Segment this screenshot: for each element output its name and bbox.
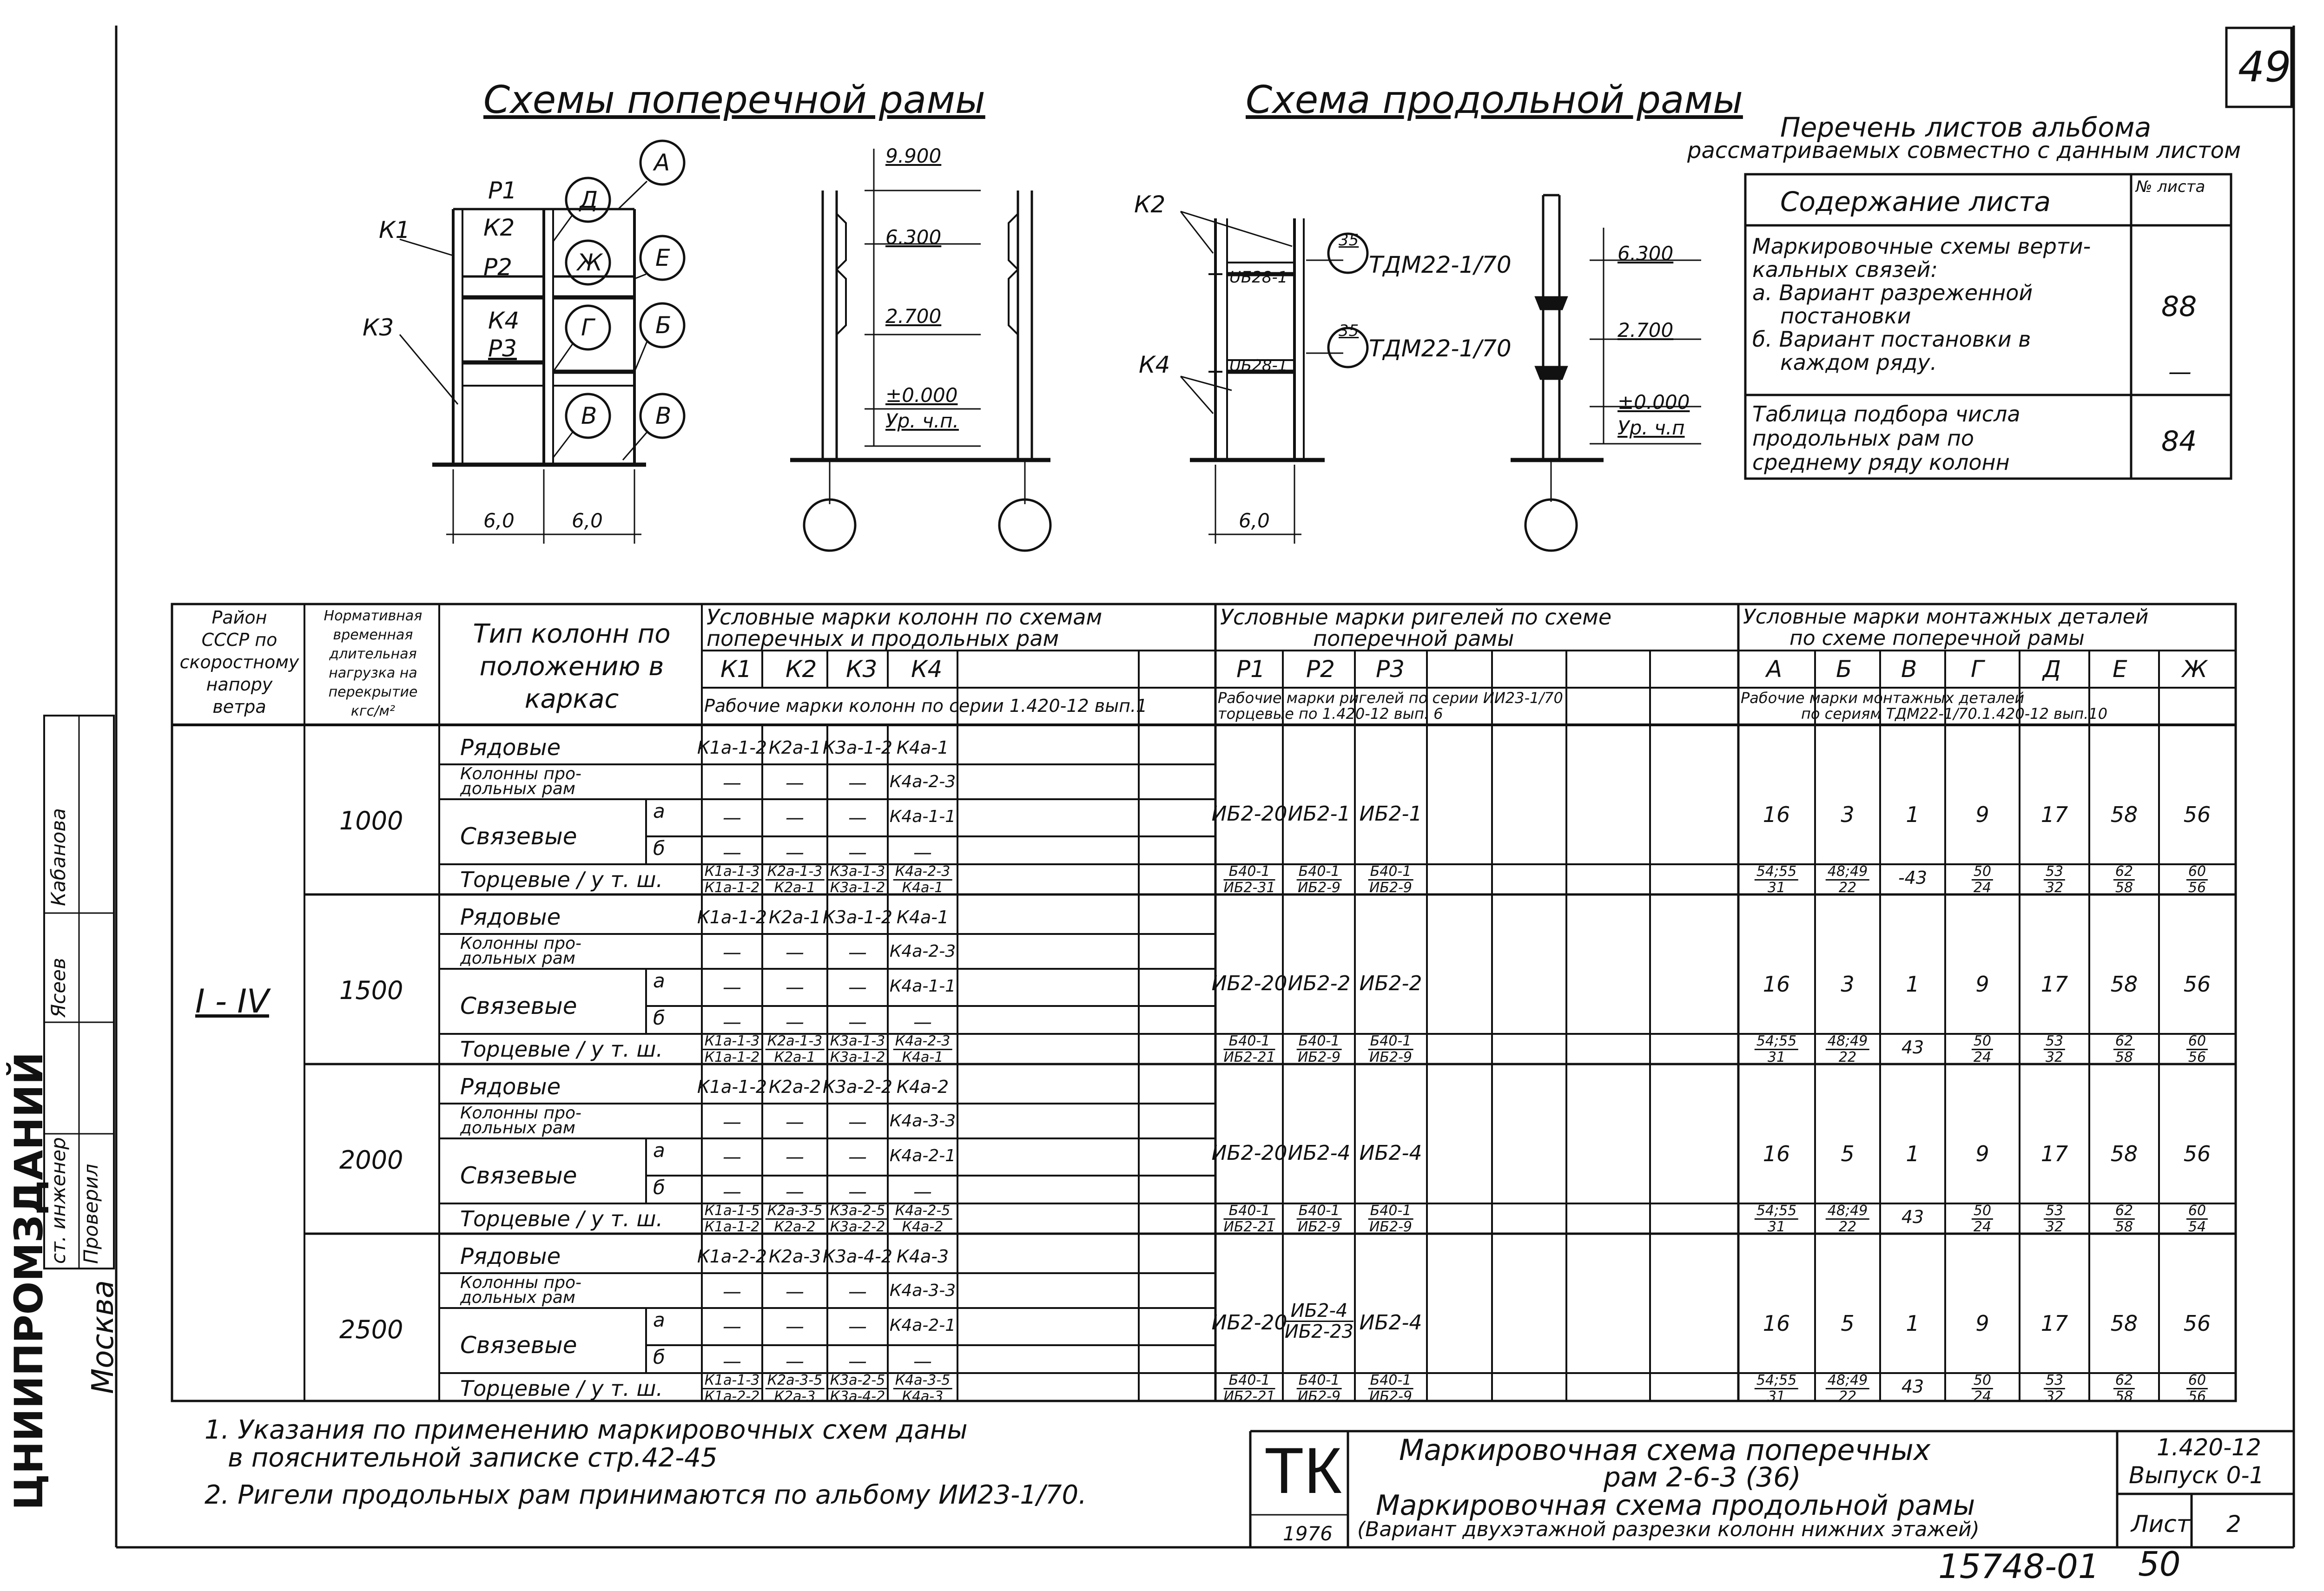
col-mark-torc: К1а-1-3 К1а-1-2 — [703, 864, 762, 895]
long-t1: ТДМ22-1/70 — [1369, 251, 1512, 278]
h-det-work: Рабочие марки монтажных деталей по сериям ТДМ22-1/70.1.420-12 вып.10 — [1741, 689, 2108, 723]
det-mark: 17 — [2040, 972, 2068, 997]
col-mark-ryad: К2а-3 — [768, 1246, 821, 1267]
h-rig-title: Условные марки ригелей по схеме поперечной рамы — [1220, 605, 1612, 651]
h-col-k3: К3 — [846, 656, 878, 683]
det-mark: 1 — [1906, 802, 1920, 827]
col-mark-kpr: К4а-3-3 — [889, 1111, 956, 1131]
dash: — — [848, 1146, 867, 1168]
row-type-torc: Торцевые / у т. ш. — [460, 1206, 663, 1231]
dash: — — [723, 1111, 741, 1133]
col-mark-torc: К2а-3-5 К2а-2 — [766, 1203, 825, 1234]
rig-mark: ИБ2-20 — [1211, 972, 1287, 995]
rig-mark-torc: Б40-1 ИБ2-9 — [1297, 1373, 1342, 1404]
circle-e: Е — [655, 244, 670, 271]
row-type-torc: Торцевые / у т. ш. — [460, 867, 663, 892]
elev-6300: 6.300 — [885, 226, 942, 249]
row-type-kpr-1: Колонны про- — [460, 1104, 581, 1123]
col-mark-ryad: К3а-4-2 — [822, 1246, 893, 1267]
det-mark-torc: 43 — [1901, 1207, 1924, 1227]
tb-sheet-label: Лист — [2131, 1511, 2190, 1538]
det-mark-torc: $\frac{60}{54}$ — [2186, 1203, 2208, 1234]
ref-row2: Таблица подбора числа продольных рам по среднему ряду колонн — [1752, 401, 2020, 475]
det-mark-torc: $\frac{53}{32}$ — [2044, 864, 2065, 895]
load-value: 1000 — [339, 806, 403, 835]
tb-year: 1976 — [1283, 1522, 1333, 1545]
long-k4: К4 — [1139, 351, 1170, 378]
dash: — — [723, 977, 741, 998]
label-k3: К3 — [363, 314, 394, 341]
rig-mark: ИБ2-20 — [1211, 802, 1287, 826]
col-mark-sv: К4а-2-1 — [889, 1146, 956, 1165]
det-mark: 58 — [2110, 972, 2138, 997]
rig-mark-torc: Б40-1 ИБ2-9 — [1297, 1203, 1342, 1234]
det-mark: 16 — [1763, 1311, 1790, 1336]
long-frame-title: Схема продольной рамы — [1246, 78, 1743, 122]
dash: — — [786, 1351, 804, 1372]
elev-2700: 2.700 — [885, 305, 942, 328]
det-mark-torc: 43 — [1901, 1376, 1924, 1397]
det-mark-torc: $\frac{50}{24}$ — [1972, 1373, 1993, 1404]
det-mark: 5 — [1841, 1311, 1855, 1336]
rig-mark: ИБ2-4 ИБ2-23 — [1284, 1300, 1354, 1342]
dash: — — [723, 772, 741, 794]
h-det-v: В — [1901, 656, 1917, 683]
long-frame-diagram — [1181, 211, 1367, 544]
rig-mark: ИБ2-4 — [1359, 1311, 1422, 1335]
h-load: Нормативная временная длительная нагрузка на перекрытие кгс/м² — [324, 608, 423, 719]
dash: — — [786, 942, 804, 963]
circle-d: Д — [580, 186, 598, 213]
det-mark-torc: $\frac{48;49}{22}$ — [1826, 1034, 1869, 1065]
elev-floor: Ур. ч.п. — [885, 409, 959, 432]
logo-tk: ТК — [1264, 1434, 1342, 1507]
stamp-role-1: ст. инженер — [47, 1137, 70, 1264]
col-mark-torc: К3а-1-3 К3а-1-2 — [828, 1034, 887, 1065]
dim-2: 6,0 — [572, 509, 603, 532]
h-det-b: Б — [1836, 656, 1852, 683]
h-det-d: Д — [2043, 656, 2061, 683]
dash: — — [848, 1181, 867, 1203]
dash: — — [913, 842, 932, 863]
det-mark-torc: $\frac{48;49}{22}$ — [1826, 864, 1869, 895]
dash: — — [786, 1146, 804, 1168]
label-k1: К1 — [379, 217, 410, 243]
det-mark-torc: $\frac{60}{56}$ — [2186, 864, 2208, 895]
dash: — — [848, 942, 867, 963]
col-mark-ryad: К3а-1-2 — [822, 907, 893, 927]
row-type-torc: Торцевые / у т. ш. — [460, 1037, 663, 1062]
long-k2: К2 — [1134, 191, 1166, 218]
det-mark: 58 — [2110, 1311, 2138, 1336]
long-n2: 35 — [1339, 322, 1359, 340]
h-col-k2: К2 — [786, 656, 817, 683]
det-mark-torc: $\frac{62}{58}$ — [2113, 1203, 2135, 1234]
dash: — — [723, 942, 741, 963]
dash: — — [848, 842, 867, 863]
det-mark: 9 — [1975, 1141, 1989, 1166]
dash: — — [723, 842, 741, 863]
det-mark: 9 — [1975, 1311, 1989, 1336]
row-type-ryad: Рядовые — [460, 904, 561, 930]
cross-frame-title: Схемы поперечной рамы — [483, 78, 985, 122]
tb-series: 1.420-12 — [2157, 1434, 2261, 1461]
dash: — — [848, 977, 867, 998]
det-mark: 56 — [2183, 972, 2211, 997]
dash: — — [848, 1351, 867, 1372]
det-mark: 17 — [2040, 802, 2068, 827]
rig-mark: ИБ2-4 — [1359, 1141, 1422, 1165]
load-value: 2000 — [339, 1145, 403, 1175]
row-type-sv: Связевые — [460, 1332, 577, 1359]
det-mark-torc: $\frac{53}{32}$ — [2044, 1034, 2065, 1065]
det-mark-torc: $\frac{53}{32}$ — [2044, 1373, 2065, 1404]
dash: — — [848, 1281, 867, 1302]
rig-mark: ИБ2-2 — [1359, 972, 1422, 995]
col-mark-torc: К2а-3-5 К2а-3 — [766, 1373, 825, 1404]
rig-mark-torc: Б40-1 ИБ2-9 — [1368, 1203, 1413, 1234]
det-mark-torc: $\frac{50}{24}$ — [1972, 1034, 1993, 1065]
lelev-6300: 6.300 — [1618, 242, 1674, 265]
dash: — — [786, 1281, 804, 1302]
col-mark-ryad: К4а-1 — [896, 737, 949, 758]
row-type-kpr-2: дольных рам — [460, 1118, 575, 1137]
det-mark-torc: $\frac{48;49}{22}$ — [1826, 1203, 1869, 1234]
col-mark-ryad: К2а-2 — [768, 1077, 821, 1097]
col-mark-torc: К1а-1-3 К1а-2-2 — [703, 1373, 762, 1404]
det-mark-torc: $\frac{62}{58}$ — [2113, 1373, 2135, 1404]
dash: — — [723, 1351, 741, 1372]
circle-v2: В — [655, 402, 672, 429]
dash: — — [848, 1111, 867, 1133]
row-type-ryad: Рядовые — [460, 1074, 561, 1100]
rig-mark-torc: Б40-1 ИБ2-31 — [1223, 863, 1275, 896]
label-k4: К4 — [488, 307, 520, 334]
dash: — — [723, 1012, 741, 1033]
rig-mark-torc: Б40-1 ИБ2-9 — [1368, 864, 1413, 895]
rig-mark-torc: Б40-1 ИБ2-9 — [1297, 864, 1342, 895]
tb-title-4: (Вариант двухэтажной разрезки колонн нижних этажей) — [1357, 1518, 1980, 1541]
circle-zh: Ж — [577, 249, 602, 276]
col-mark-torc: К4а-2-5 К4а-2 — [893, 1203, 952, 1234]
elev-0000: ±0.000 — [885, 384, 958, 407]
h-det-g: Г — [1971, 656, 1984, 683]
lelev-0000: ±0.000 — [1618, 391, 1690, 414]
col-mark-torc: К3а-1-3 К3а-1-2 — [828, 864, 887, 895]
stamp-org: ЦНИИПРОМЗДАНИЙ — [6, 1052, 52, 1510]
ref-row2-sheet: 84 — [2161, 425, 2197, 458]
long-u1: UБ28-1 — [1229, 268, 1288, 287]
tb-sheet-no: 2 — [2226, 1511, 2241, 1538]
col-mark-sv: К4а-1-1 — [889, 807, 956, 826]
dash: — — [786, 1111, 804, 1133]
det-mark-torc: $\frac{54;55}{31}$ — [1755, 1034, 1798, 1065]
det-mark: 1 — [1906, 1141, 1920, 1166]
rig-mark: ИБ2-20 — [1211, 1311, 1287, 1335]
h-det-title: Условные марки монтажных деталей по схеме поперечной рамы — [1743, 605, 2149, 650]
rig-mark-torc: Б40-1 ИБ2-9 — [1297, 1034, 1342, 1065]
det-mark: 56 — [2183, 1141, 2211, 1166]
stamp-name-1: Кабанова — [47, 808, 70, 906]
circle-b: Б — [655, 312, 672, 339]
det-mark-torc: $\frac{53}{32}$ — [2044, 1203, 2065, 1234]
tb-issue: Выпуск 0-1 — [2129, 1462, 2265, 1489]
h-type: Тип колонн по положению в каркас — [473, 619, 671, 714]
h-rig-p3: Р3 — [1376, 656, 1405, 683]
det-mark: 16 — [1763, 972, 1790, 997]
dash: — — [786, 1181, 804, 1203]
det-mark: 16 — [1763, 802, 1790, 827]
label-p1: Р1 — [488, 177, 517, 204]
row-type-sv: Связевые — [460, 993, 577, 1019]
sheet-number-corner: 49 — [2238, 43, 2291, 92]
dash: — — [848, 807, 867, 828]
row-type-sv: Связевые — [460, 1162, 577, 1189]
row-type-kpr-1: Колонны про- — [460, 934, 581, 953]
rig-mark-torc: Б40-1 ИБ2-9 — [1368, 1373, 1413, 1404]
col-mark-sv: К4а-2-1 — [889, 1316, 956, 1335]
col-mark-torc: К4а-2-3 К4а-1 — [893, 864, 952, 895]
det-mark: 56 — [2183, 802, 2211, 827]
ref-row1-sheet-a: 88 — [2161, 290, 2197, 323]
stamp-signature: Ясеев — [47, 958, 70, 1018]
col-mark-torc: К1а-1-5 К1а-1-2 — [703, 1203, 762, 1234]
circle-g: Г — [581, 314, 594, 341]
col-mark-kpr: К4а-2-3 — [889, 942, 956, 961]
h-cols-work: Рабочие марки колонн по серии 1.420-12 вып.1 — [704, 696, 1148, 716]
row-type-kpr-1: Колонны про- — [460, 1273, 581, 1292]
col-mark-ryad: К1а-1-2 — [697, 737, 767, 758]
dash: — — [848, 1012, 867, 1033]
det-mark: 58 — [2110, 1141, 2138, 1166]
det-mark-torc: $\frac{54;55}{31}$ — [1755, 864, 1798, 895]
dash: — — [786, 977, 804, 998]
col-mark-ryad: К3а-1-2 — [822, 737, 893, 758]
h-rig-work: Рабочие марки ригелей по серии ИИ23-1/70 торцевые по 1.420-12 вып. 6 — [1218, 689, 1563, 723]
dim-1: 6,0 — [483, 509, 515, 532]
det-mark-torc: $\frac{50}{24}$ — [1972, 864, 1993, 895]
h-col-k1: К1 — [720, 656, 752, 683]
ref-title-1: Перечень листов альбома — [1780, 112, 2152, 143]
load-value: 1500 — [339, 976, 403, 1005]
ref-col-content: Содержание листа — [1780, 186, 2051, 217]
col-mark-ryad: К2а-1 — [768, 737, 821, 758]
ref-row1: Маркировочные схемы верти- кальных связей: а. Вариант разреженной постановки б. Вариант постановки в каждом ряду. — [1752, 234, 2091, 375]
long-u2: UБ28-1 — [1229, 356, 1288, 375]
col-mark-ryad: К3а-2-2 — [822, 1077, 893, 1097]
dash: — — [786, 807, 804, 828]
dash: — — [786, 1316, 804, 1337]
col-mark-ryad: К1а-1-2 — [697, 907, 767, 927]
label-k2: К2 — [483, 214, 515, 241]
circle-a: А — [654, 149, 670, 176]
det-mark-torc: $\frac{62}{58}$ — [2113, 1034, 2135, 1065]
det-mark-torc: $\frac{54;55}{31}$ — [1755, 1203, 1798, 1234]
det-mark: 3 — [1841, 972, 1855, 997]
rig-mark-torc: Б40-1 ИБ2-21 — [1223, 1372, 1275, 1405]
row-lines — [439, 764, 2236, 1373]
col-mark-ryad: К4а-2 — [896, 1077, 949, 1097]
dash: — — [848, 1316, 867, 1337]
sv-a: а — [653, 969, 665, 992]
h-region: Район СССР по скоростному напору ветра — [179, 607, 299, 717]
dim-3: 6,0 — [1239, 509, 1270, 532]
col-mark-ryad: К2а-1 — [768, 907, 821, 927]
footer-code: 15748-01 — [1938, 1547, 2100, 1586]
stamp-city: Москва — [86, 1280, 120, 1394]
det-mark: 17 — [2040, 1311, 2068, 1336]
elev-9900: 9.900 — [885, 145, 942, 167]
circle-v1: В — [581, 402, 597, 429]
rig-mark-torc: Б40-1 ИБ2-9 — [1368, 1034, 1413, 1065]
col-mark-kpr: К4а-3-3 — [889, 1281, 956, 1300]
col-mark-torc: К2а-1-3 К2а-1 — [766, 864, 825, 895]
det-mark-torc: $\frac{50}{24}$ — [1972, 1203, 1993, 1234]
det-mark: 3 — [1841, 802, 1855, 827]
dash: — — [913, 1012, 932, 1033]
long-t2: ТДМ22-1/70 — [1369, 335, 1512, 362]
det-mark: 17 — [2040, 1141, 2068, 1166]
row-type-sv: Связевые — [460, 823, 577, 850]
dash: — — [848, 772, 867, 794]
rig-mark: ИБ2-4 — [1287, 1141, 1351, 1165]
sv-b: б — [653, 1176, 665, 1199]
row-type-ryad: Рядовые — [460, 735, 561, 761]
sv-a: а — [653, 800, 665, 822]
col-mark-torc: К3а-2-5 К3а-2-2 — [828, 1203, 887, 1234]
col-mark-ryad: К1а-1-2 — [697, 1077, 767, 1097]
h-det-zh: Ж — [2182, 656, 2207, 683]
tb-title-1: Маркировочная схема поперечных — [1399, 1433, 1931, 1467]
col-mark-sv: К4а-1-1 — [889, 977, 956, 996]
rig-mark: ИБ2-20 — [1211, 1141, 1287, 1165]
lelev-2700: 2.700 — [1618, 319, 1674, 342]
ref-col-sheet: № листа — [2136, 178, 2205, 196]
row-type-kpr-1: Колонны про- — [460, 764, 581, 783]
row-type-ryad: Рядовые — [460, 1243, 561, 1269]
det-mark: 9 — [1975, 972, 1989, 997]
col-mark-torc: К3а-2-5 К3а-4-2 — [828, 1373, 887, 1404]
det-mark-torc: $\frac{60}{56}$ — [2186, 1373, 2208, 1404]
tb-title-3: Маркировочная схема продольной рамы — [1376, 1489, 1975, 1522]
row-type-kpr-2: дольных рам — [460, 779, 575, 798]
cross-frame-elevation — [790, 149, 1050, 551]
sv-b: б — [653, 1346, 665, 1368]
note-1: 1. Указания по применению маркировочных схем даны — [205, 1415, 968, 1445]
tb-title-2: рам 2-6-3 (36) — [1604, 1461, 1801, 1493]
det-mark: 5 — [1841, 1141, 1855, 1166]
det-mark: 1 — [1906, 1311, 1920, 1336]
h-det-a: А — [1766, 656, 1783, 683]
rig-mark: ИБ2-1 — [1359, 802, 1422, 826]
det-mark: 9 — [1975, 802, 1989, 827]
region-value: I - IV — [195, 982, 269, 1020]
dash: — — [723, 1316, 741, 1337]
dash: — — [786, 772, 804, 794]
dash: — — [913, 1181, 932, 1203]
dash: — — [723, 1281, 741, 1302]
det-mark-torc: $\frac{60}{56}$ — [2186, 1034, 2208, 1065]
sv-a: а — [653, 1139, 665, 1162]
footer-page: 50 — [2138, 1545, 2181, 1584]
dash: — — [723, 1146, 741, 1168]
dash: — — [786, 842, 804, 863]
det-mark: 1 — [1906, 972, 1920, 997]
sv-b: б — [653, 837, 665, 860]
dash: — — [723, 1181, 741, 1203]
dash: — — [913, 1351, 932, 1372]
col-mark-torc: К4а-3-5 К4а-3 — [893, 1373, 952, 1404]
det-mark-torc: -43 — [1898, 868, 1928, 888]
h-rig-p1: Р1 — [1236, 656, 1265, 683]
load-value: 2500 — [339, 1315, 403, 1344]
h-det-e: Е — [2113, 656, 2127, 683]
long-n1: 35 — [1339, 231, 1359, 250]
col-mark-torc: К2а-1-3 К2а-1 — [766, 1034, 825, 1065]
h-col-k4: К4 — [911, 656, 943, 683]
rig-mark-torc: Б40-1 ИБ2-21 — [1223, 1033, 1275, 1065]
det-mark-torc: 43 — [1901, 1037, 1924, 1058]
det-mark-torc: $\frac{48;49}{22}$ — [1826, 1373, 1869, 1404]
stamp-role-2: Проверил — [79, 1164, 102, 1264]
rig-mark-torc: Б40-1 ИБ2-21 — [1223, 1203, 1275, 1235]
lelev-floor: Ур. ч.п — [1618, 416, 1685, 439]
det-mark-torc: $\frac{62}{58}$ — [2113, 864, 2135, 895]
col-mark-ryad: К4а-3 — [896, 1246, 949, 1267]
col-mark-ryad: К4а-1 — [896, 907, 949, 927]
dash: — — [786, 1012, 804, 1033]
col-mark-torc: К1а-1-3 К1а-1-2 — [703, 1034, 762, 1065]
label-p3: Р3 — [488, 335, 517, 362]
h-rig-p2: Р2 — [1306, 656, 1335, 683]
row-type-torc: Торцевые / у т. ш. — [460, 1376, 663, 1401]
note-1b: в пояснительной записке стр.42-45 — [228, 1443, 718, 1473]
det-mark: 56 — [2183, 1311, 2211, 1336]
ref-row1-sheet-b: — — [2168, 358, 2192, 385]
row-type-kpr-2: дольных рам — [460, 1288, 575, 1307]
ref-title-2: рассматриваемых совместно с данным листом — [1687, 138, 2241, 164]
det-mark-torc: $\frac{54;55}{31}$ — [1755, 1373, 1798, 1404]
h-cols-title: Условные марки колонн по схемам поперечных и продольных рам — [706, 605, 1103, 651]
rig-mark: ИБ2-2 — [1287, 972, 1351, 995]
row-type-kpr-2: дольных рам — [460, 949, 575, 968]
note-2: 2. Ригели продольных рам принимаются по альбому ИИ23-1/70. — [205, 1480, 1087, 1510]
sv-b: б — [653, 1006, 665, 1029]
det-mark: 16 — [1763, 1141, 1790, 1166]
sv-a: а — [653, 1308, 665, 1331]
cross-frame-diagram — [400, 141, 684, 544]
col-mark-torc: К4а-2-3 К4а-1 — [893, 1034, 952, 1065]
det-mark: 58 — [2110, 802, 2138, 827]
rig-mark: ИБ2-1 — [1287, 802, 1351, 826]
dash: — — [723, 807, 741, 828]
label-p2: Р2 — [483, 254, 512, 281]
col-mark-kpr: К4а-2-3 — [889, 772, 956, 791]
col-mark-ryad: К1а-2-2 — [697, 1246, 767, 1267]
